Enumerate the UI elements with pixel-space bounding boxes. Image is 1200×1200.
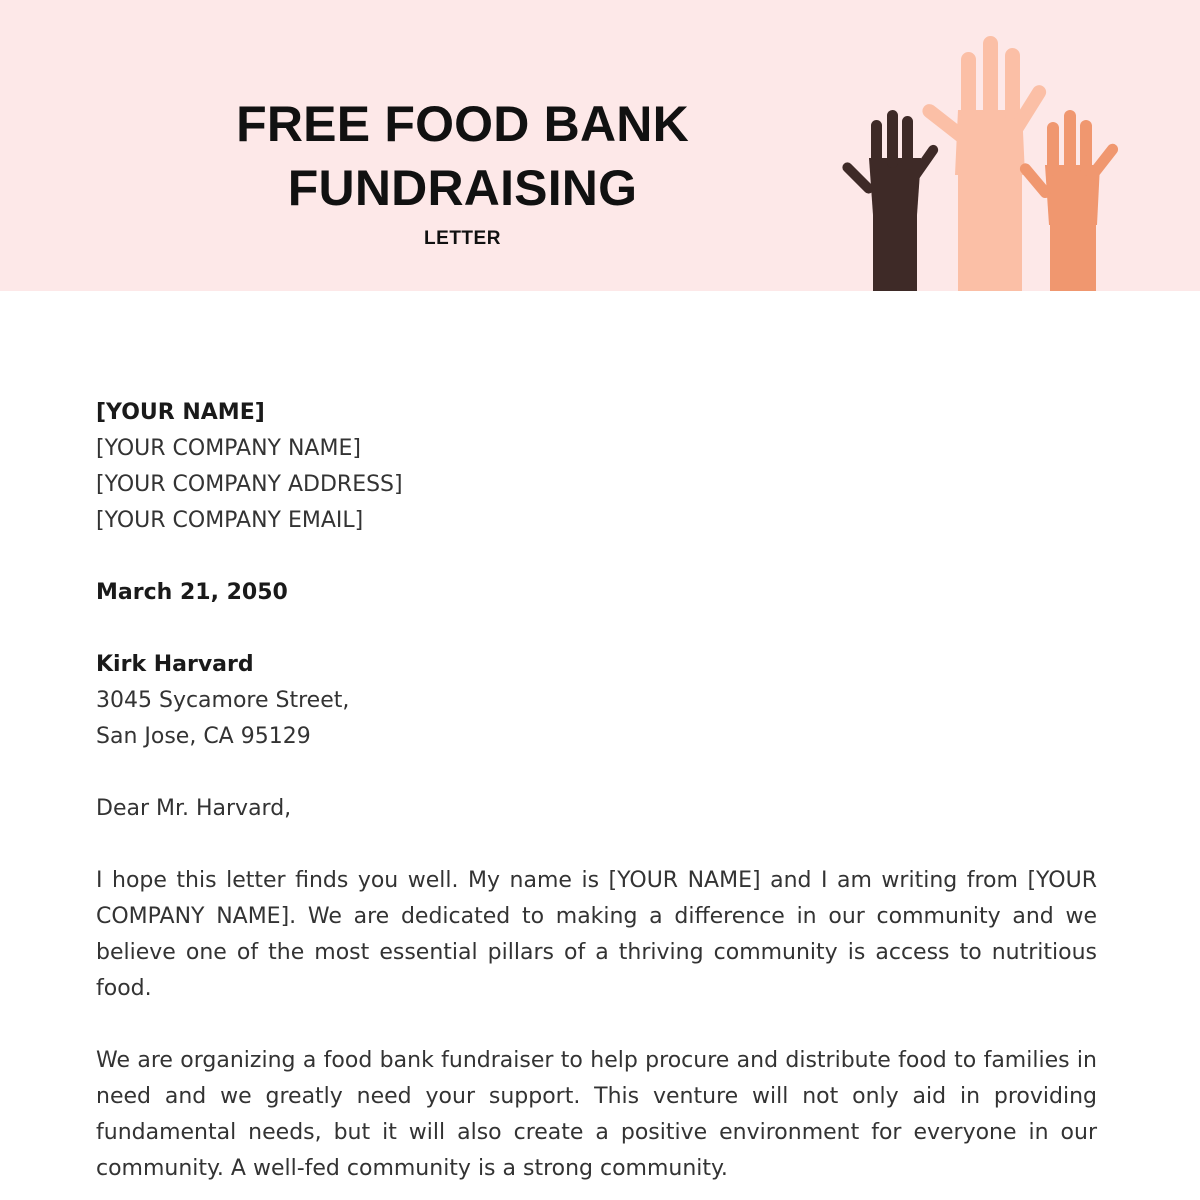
body-paragraph-1: I hope this letter finds you well. My name is [YOUR NAME] and I am writing from [YOUR COMPANY NAME]. We are dedicated to making a difference in our community and we believe one of the most essential pillars of a thriving community is access to nutritious food. [96, 868, 1097, 1001]
recipient-city: San Jose, CA 95129 [96, 724, 311, 749]
sender-name: [YOUR NAME] [96, 400, 265, 425]
dark-hand-icon [840, 110, 940, 291]
title-block [210, 92, 715, 250]
page-subtitle: LETTER [424, 228, 501, 249]
recipient-block [96, 647, 1097, 755]
orange-hand-icon [1018, 110, 1121, 291]
recipient-name: Kirk Harvard [96, 652, 254, 677]
sender-company: [YOUR COMPANY NAME] [96, 436, 361, 461]
sender-email: [YOUR COMPANY EMAIL] [96, 508, 364, 533]
spacer [96, 827, 1097, 863]
letter-body [96, 395, 1097, 1187]
raised-hands-illustration [835, 30, 1135, 291]
spacer [96, 1007, 1097, 1043]
letter-date: March 21, 2050 [96, 580, 288, 605]
spacer [96, 539, 1097, 575]
title-line-1: FREE FOOD BANK [236, 96, 689, 152]
title-line-2: FUNDRAISING [287, 160, 638, 216]
sender-address: [YOUR COMPANY ADDRESS] [96, 472, 403, 497]
salutation: Dear Mr. Harvard, [96, 796, 292, 821]
body-paragraph-2: We are organizing a food bank fundraiser to help procure and distribute food to families in need and we greatly need your support. This venture will not only aid in providing fundamental needs, but it will also create a positive environment for everyone in our community. A well-fed community is a strong community. [96, 1048, 1097, 1181]
recipient-street: 3045 Sycamore Street, [96, 688, 350, 713]
spacer [96, 755, 1097, 791]
sender-block [96, 395, 1097, 539]
spacer [96, 611, 1097, 647]
light-hand-icon [920, 36, 1049, 291]
page-title [210, 92, 715, 220]
header-banner [0, 0, 1200, 291]
